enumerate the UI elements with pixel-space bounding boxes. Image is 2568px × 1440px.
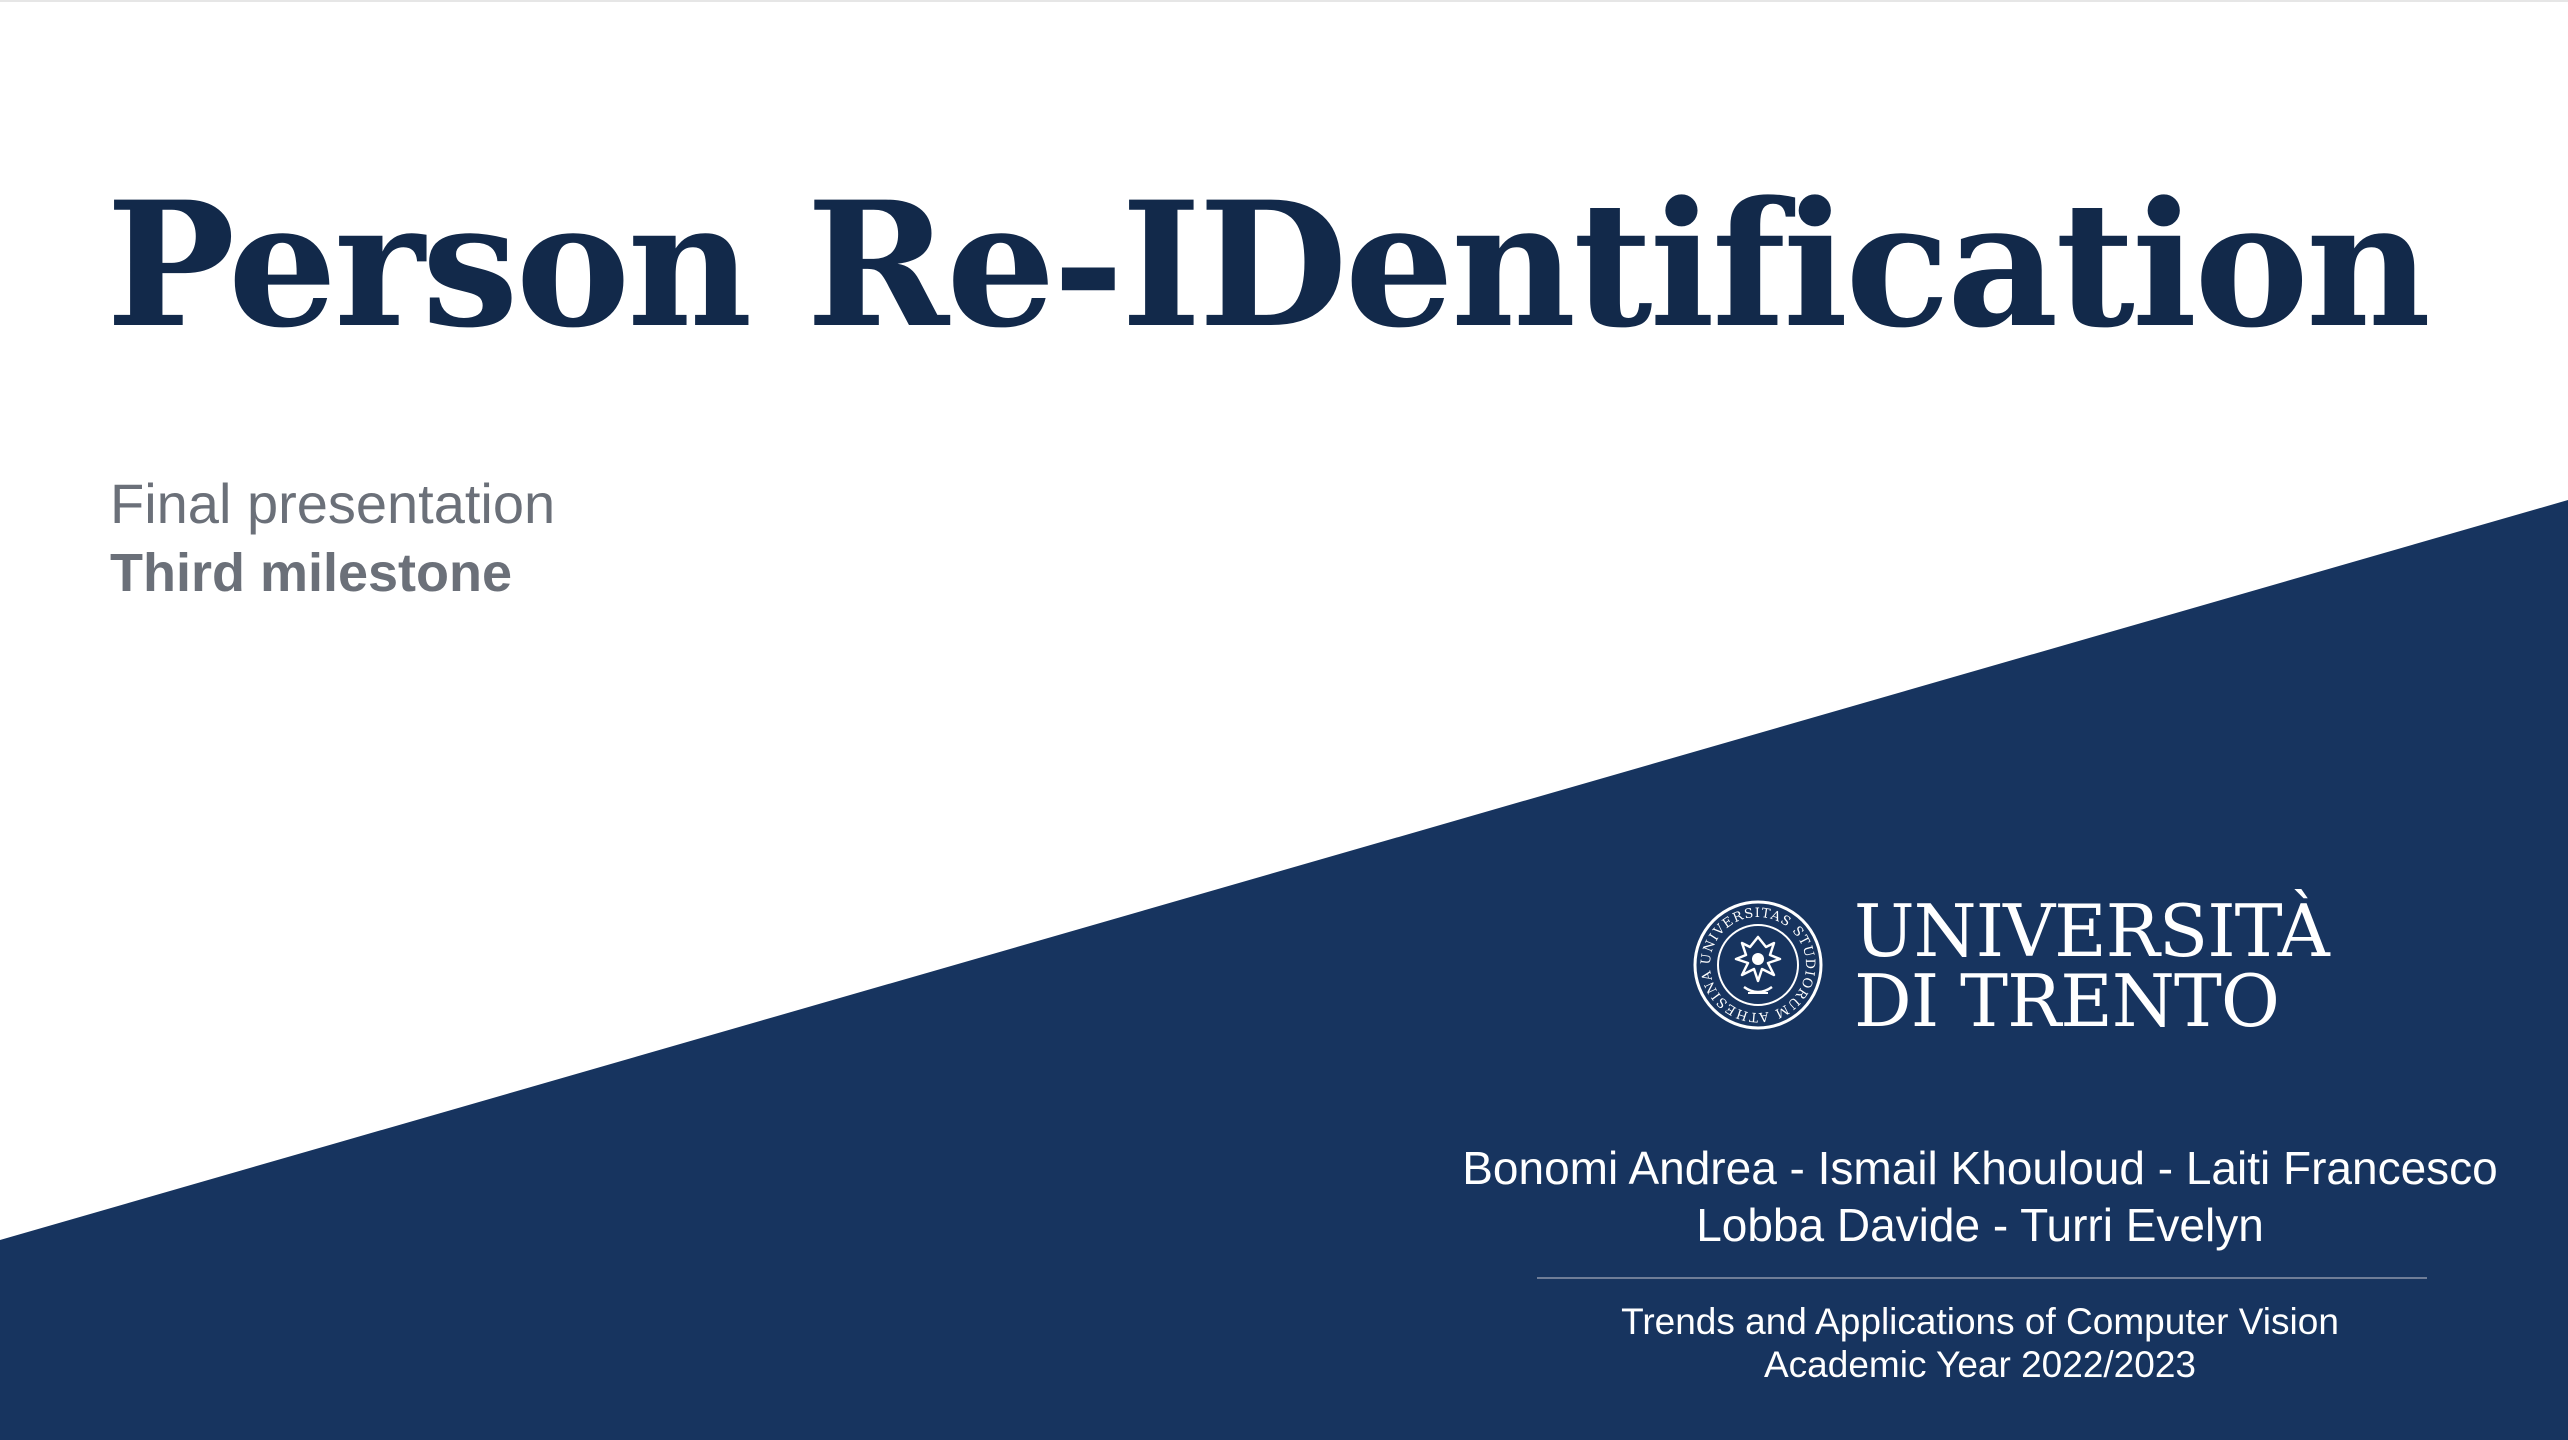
- university-logo: [1692, 889, 2329, 1043]
- course-block: [1500, 1300, 2460, 1386]
- logo-text-universita: UNIVERSITÀ: [1854, 889, 2329, 973]
- academic-year: Academic Year 2022/2023: [1763, 1344, 2196, 1385]
- milestone-label: Third milestone: [110, 543, 513, 603]
- course-name: Trends and Applications of Computer Vision: [1621, 1301, 2339, 1342]
- authors-divider: [1537, 1277, 2427, 1279]
- slide-subtitle: Final presentation: [110, 472, 556, 535]
- slide-title: Person Re-IDentification: [106, 163, 2428, 366]
- university-seal-icon: [1692, 899, 1824, 1031]
- svg-text:UNIVERSITAS STUDIORUM ATHESINA: [1699, 906, 1817, 1024]
- authors-block: [1400, 1140, 2560, 1254]
- authors-line-2: Lobba Davide - Turri Evelyn: [1696, 1199, 2264, 1251]
- seal-text: UNIVERSITAS STUDIORUM ATHESINA: [1698, 905, 1818, 1025]
- logo-text-di-trento: DI TRENTO: [1854, 959, 2279, 1043]
- authors-line-1: Bonomi Andrea - Ismail Khouloud - Laiti Francesco: [1462, 1142, 2498, 1194]
